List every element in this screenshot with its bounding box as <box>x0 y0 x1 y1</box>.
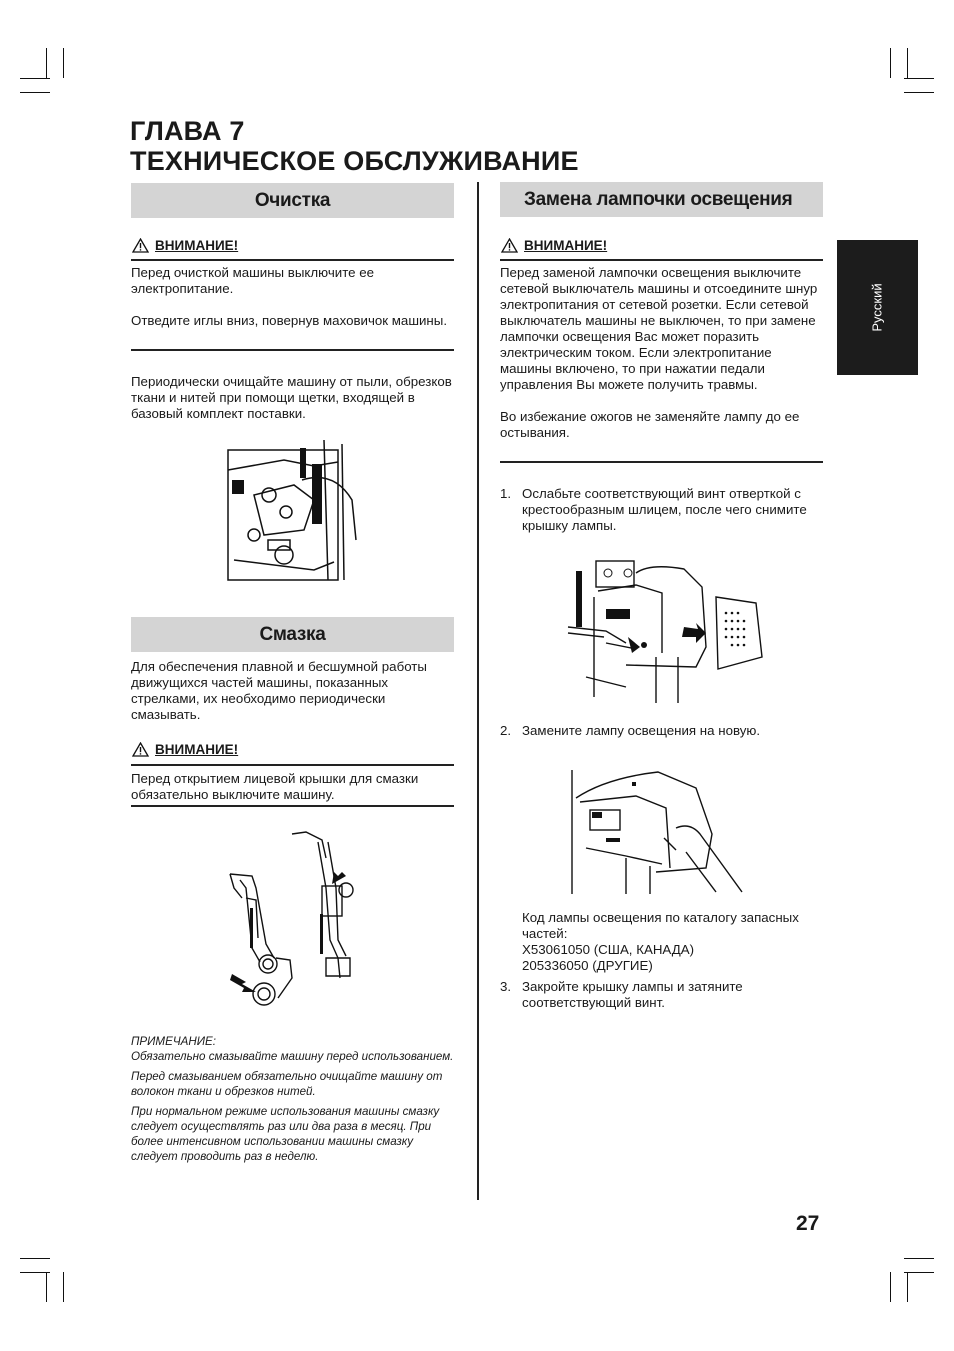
crop-mark <box>20 78 50 79</box>
crop-mark <box>63 48 64 78</box>
crop-mark <box>20 1258 50 1259</box>
warning-icon <box>132 238 149 253</box>
cleaning-heading: Очистка <box>131 183 454 218</box>
cleaning-warning-text: Перед очисткой машины выключите ее электропитание. Отведите иглы вниз, повернув маховичок машины. <box>131 265 448 328</box>
warning-icon <box>501 238 518 253</box>
crop-mark <box>907 1272 908 1302</box>
crop-mark <box>46 1272 47 1302</box>
warning-label: ВНИМАНИЕ! <box>155 238 239 253</box>
crop-mark <box>904 92 934 93</box>
crop-mark <box>904 1272 934 1273</box>
note-label: ПРИМЕЧАНИЕ: <box>131 1035 216 1048</box>
cleaning-warning-head <box>132 238 238 253</box>
crop-mark <box>20 92 50 93</box>
lubrication-warning-text: Перед открытием лицевой крышки для смазки обязательно выключите машину. <box>131 771 419 802</box>
page-number: 27 <box>796 1212 820 1235</box>
divider <box>500 461 823 463</box>
part-code-usa: X53061050 (США, КАНАДА) <box>522 942 695 957</box>
crop-mark <box>63 1272 64 1302</box>
part-code: Код лампы освещения по каталогу запасных частей: X53061050 (США, КАНАДА) 205336050 (ДРУГИЕ) <box>522 910 822 974</box>
divider <box>500 259 823 261</box>
lubrication-warning-head <box>132 742 238 757</box>
warning-label: ВНИМАНИЕ! <box>155 742 239 757</box>
chapter-number: ГЛАВА 7 <box>130 116 245 146</box>
warning-icon <box>132 742 149 757</box>
bulb-warning-text: Перед заменой лампочки освещения выключите сетевой выключатель машины и отсоедините шнур электропитания от сетевой розетки. Если сетевой выключатель машины не выключен, то при замене лампочки освещения Вас может поразить электрическим током. Если электропитание машины включено, то при нажатии педали управления Вы можете получить травмы. Во избежание ожогов не заменяйте лампу до ее остывания. <box>500 265 818 440</box>
step-1: 1. Ослабьте соответствующий винт отверткой с крестообразным шлицем, после чего снимите крышку лампы. <box>500 486 807 533</box>
lubrication-illustration <box>222 828 362 1012</box>
bulb-warning-head <box>501 238 607 253</box>
divider <box>131 764 454 766</box>
crop-mark <box>904 78 934 79</box>
note-item: Обязательно смазывайте машину перед использованием. <box>131 1050 454 1063</box>
part-code-other: 205336050 (ДРУГИЕ) <box>522 958 653 973</box>
lubrication-heading: Смазка <box>131 617 454 652</box>
step-2: 2. Замените лампу освещения на новую. <box>500 723 761 738</box>
bulb-heading: Замена лампочки освещения <box>500 182 823 217</box>
divider <box>131 259 454 261</box>
bulb-replace-illustration <box>566 768 746 896</box>
divider <box>131 349 454 351</box>
lubrication-notes <box>131 1034 456 1169</box>
cleaning-illustration <box>224 440 358 586</box>
chapter-title <box>130 116 579 176</box>
divider <box>131 805 454 807</box>
bulb-cover-illustration <box>566 557 766 705</box>
cleaning-body: Периодически очищайте машину от пыли, обрезков ткани и нитей при помощи щетки, входящей в базовый комплект поставки. <box>131 374 452 421</box>
step-3: 3. Закройте крышку лампы и затяните соответствующий винт. <box>500 979 743 1010</box>
lubrication-body: Для обеспечения плавной и бесшумной работы движущихся частей машины, показанных стрелками, их необходимо периодически смазывать. <box>131 659 427 722</box>
crop-mark <box>890 1272 891 1302</box>
column-divider <box>477 182 479 1200</box>
crop-mark <box>46 48 47 78</box>
crop-mark <box>890 48 891 78</box>
warning-label: ВНИМАНИЕ! <box>524 238 608 253</box>
language-tab: Русский <box>837 240 918 375</box>
crop-mark <box>904 1258 934 1259</box>
crop-mark <box>907 48 908 78</box>
note-item: Перед смазыванием обязательно очищайте машину от волокон ткани и обрезков нитей. <box>131 1070 443 1098</box>
chapter-name: ТЕХНИЧЕСКОЕ ОБСЛУЖИВАНИЕ <box>130 146 579 176</box>
note-item: При нормальном режиме использования машины смазку следует осуществлять раз или два раза в месяц. При более интенсивном использовании машины смазку следует проводить раз в неделю. <box>131 1105 440 1163</box>
